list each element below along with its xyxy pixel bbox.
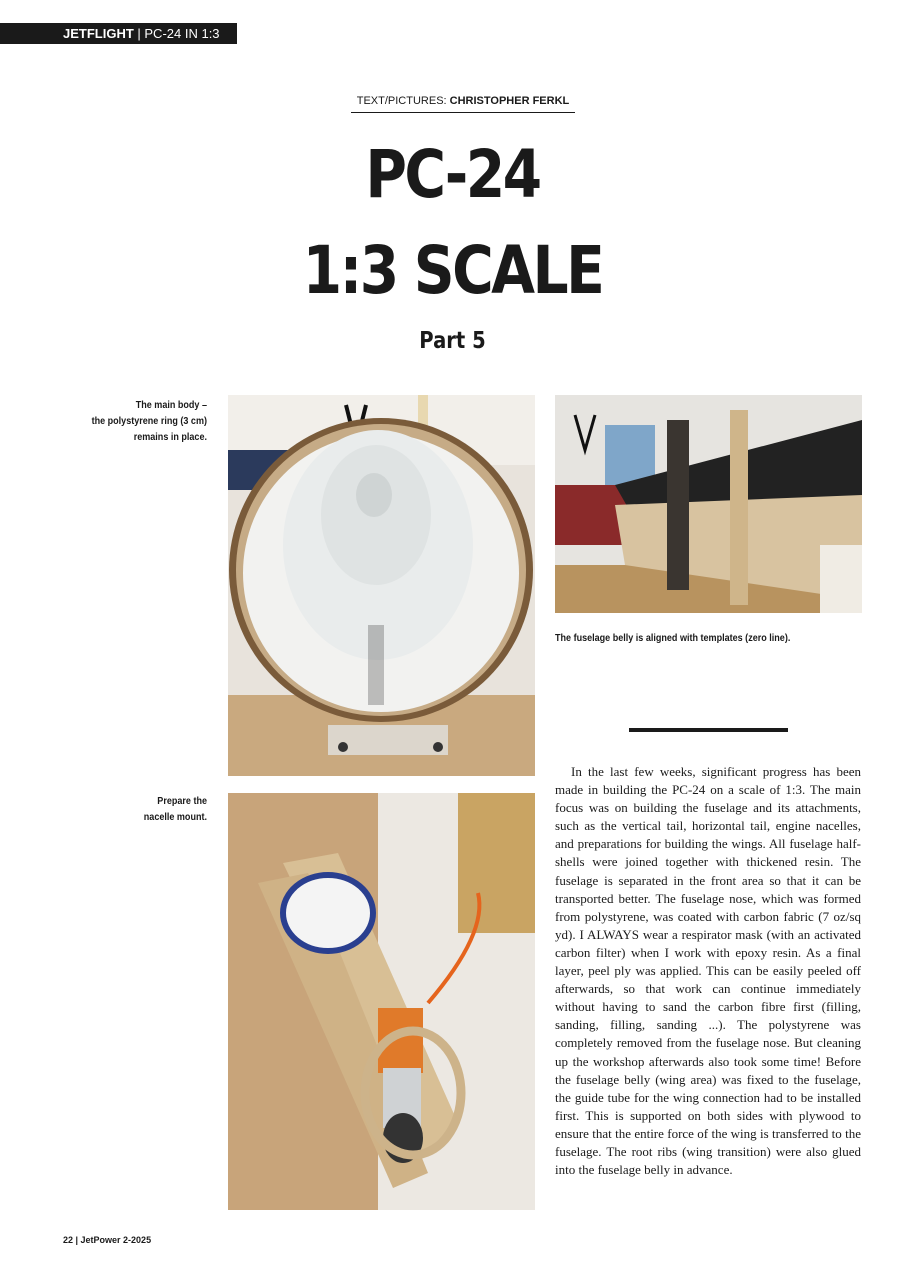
byline-label: TEXT/PICTURES:	[356, 95, 450, 107]
fuselage-belly-illustration	[555, 395, 862, 613]
caption-nacelle	[81, 793, 207, 825]
fuselage-belly-photo	[555, 395, 862, 613]
title-line-2: 1:3 SCALE	[302, 232, 603, 309]
article-paragraph: In the last few weeks, significant progress has been made in building the PC-24 on a scale of 1:3. The main focus was on building the fuselage and its attachments, such as the vertical tail, horizontal tail, engine nacelles, and preparations for building the wings. All fuselage half-shells were joined together with thickened resin. The fuselage is separated in the front area so that it can be transported better. The fuselage nose, which was formed from polystyrene, was coated with carbon fabric (7 oz/sq yd). I ALWAYS wear a respirator mask (with an activated carbon filter) when I work with epoxy resin. As a final layer, peel ply was applied. This can be easily peeled off afterwards, so that work can continue immediately without having to sand the carbon fibre first (filling, sanding, filling, sanding ...). The polystyrene was completely removed from the fuselage nose. But cleaning up the workshop afterwards also took some time! Before the fuselage belly (wing area) was fixed to the fuselage, the guide tube for the wing connection had to be installed first. This is supported on both sides with plywood to ensure that the entire force of the wing is transferred to the fuselage. The root ribs (wing transition) were also glued into the fuselage belly in advance.	[555, 764, 861, 1178]
section-header	[0, 23, 237, 44]
caption-main-body	[81, 397, 207, 445]
caption-line: Prepare the	[157, 795, 207, 807]
caption-line: nacelle mount.	[143, 811, 207, 823]
fuselage-ring-photo	[228, 395, 535, 776]
caption-line: the polystyrene ring (3 cm)	[91, 415, 207, 427]
section-divider	[629, 728, 788, 732]
nacelle-mount-illustration	[228, 793, 535, 1210]
caption-fuselage-belly: The fuselage belly is aligned with templates (zero line).	[555, 632, 791, 644]
article-section-label: PC-24 IN 1:3	[144, 26, 220, 41]
header-separator: |	[133, 26, 145, 41]
fuselage-ring-illustration	[228, 395, 535, 776]
magazine-section-label: JETFLIGHT	[63, 26, 134, 41]
nacelle-mount-photo	[228, 793, 535, 1210]
page-footer: 22 | JetPower 2-2025	[63, 1235, 152, 1245]
caption-line: The main body –	[135, 399, 207, 411]
author-name: CHRISTOPHER FERKL	[449, 95, 570, 107]
byline	[351, 95, 575, 113]
part-subtitle: Part 5	[419, 328, 486, 354]
caption-line: remains in place.	[133, 431, 207, 443]
title-line-1: PC-24	[365, 136, 540, 213]
